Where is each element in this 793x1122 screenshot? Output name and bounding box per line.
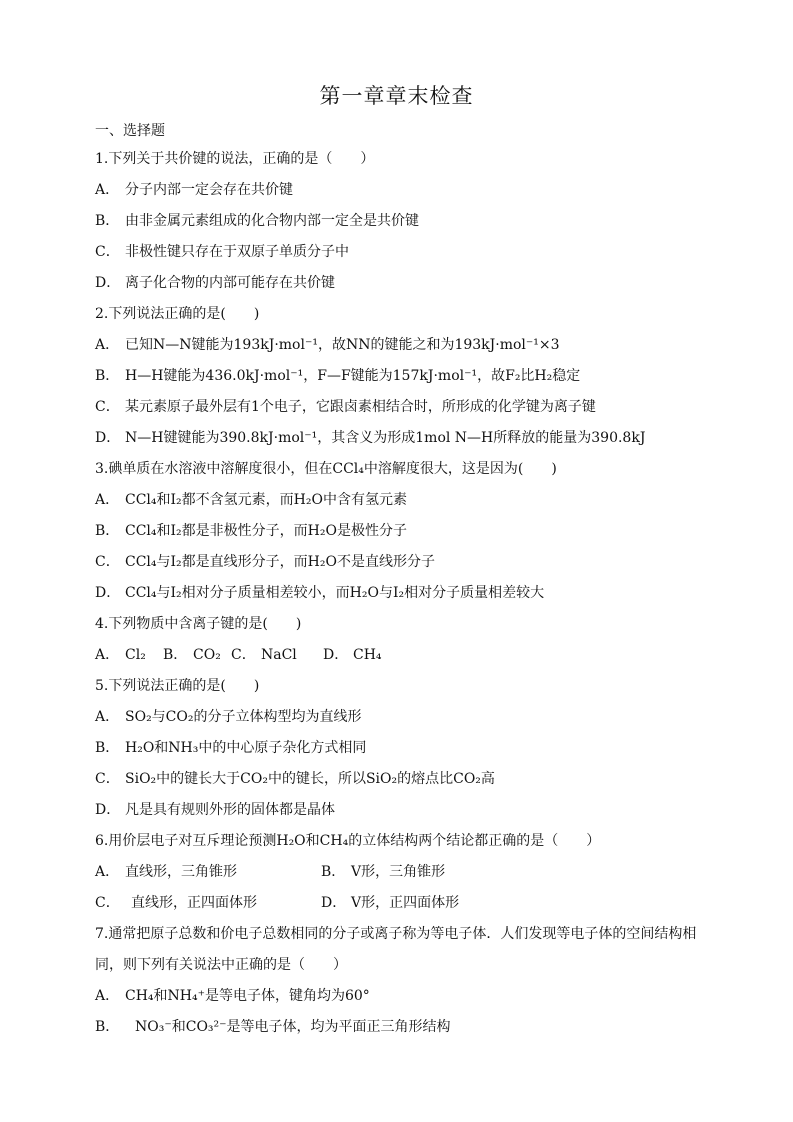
option-label: D． xyxy=(95,802,121,818)
question-2-option-c xyxy=(95,396,715,427)
option-label: B． xyxy=(95,213,120,229)
question-1-option-c xyxy=(95,241,715,272)
question-5-option-b xyxy=(95,737,715,768)
option-pair-c xyxy=(95,892,321,914)
option-text: H—H键能为436.0kJ·mol⁻¹，F—F键能为157kJ·mol⁻¹，故F₂比H₂稳定 xyxy=(125,368,581,384)
option-text: 直线形，三角锥形 xyxy=(125,864,237,880)
question-3-option-c xyxy=(95,551,715,582)
option-text-c: NaCl xyxy=(261,647,297,663)
option-text: 非极性键只存在于双原子单质分子中 xyxy=(125,244,349,260)
option-label-d: D． xyxy=(323,647,349,663)
question-2-option-b xyxy=(95,365,715,396)
question-list xyxy=(95,148,715,1047)
question-7-stem-line-1: 7.通常把原子总数和价电子总数相同的分子或离子称为等电子体．人们发现等电子体的空间结构相 xyxy=(95,926,697,942)
option-label: B． xyxy=(95,368,120,384)
option-label: D． xyxy=(321,895,347,911)
question-2-option-a xyxy=(95,334,715,365)
option-label: C． xyxy=(95,895,120,911)
question-3-option-b xyxy=(95,520,715,551)
question-3-option-d xyxy=(95,582,715,613)
option-pair-a xyxy=(95,861,321,883)
option-pair-d xyxy=(321,892,459,914)
question-6-stem: 6.用价层电子对互斥理论预测H₂O和CH₄的立体结构两个结论都正确的是（ ） xyxy=(95,833,601,849)
option-label: C． xyxy=(95,771,120,787)
question-7-option-b xyxy=(95,1016,715,1047)
option-text: 某元素原子最外层有1个电子，它跟卤素相结合时，所形成的化学键为离子键 xyxy=(125,399,596,415)
option-text: 分子内部一定会存在共价键 xyxy=(125,182,293,198)
option-label: C． xyxy=(95,554,120,570)
question-7-option-a xyxy=(95,985,715,1016)
question-4-stem: 4.下列物质中含离子键的是( ) xyxy=(95,616,302,632)
question-3-stem: 3.碘单质在水溶液中溶解度很小，但在CCl₄中溶解度很大，这是因为( ) xyxy=(95,461,557,477)
option-label: A． xyxy=(95,864,120,880)
section-heading: 一、选择题 xyxy=(95,123,165,139)
option-text: H₂O和NH₃中的中心原子杂化方式相同 xyxy=(125,740,367,756)
option-text: N—H键键能为390.8kJ·mol⁻¹，其含义为形成1mol N—H所释放的能量为390.8kJ xyxy=(125,430,646,446)
question-1-stem: 1.下列关于共价键的说法，正确的是（ ） xyxy=(95,151,375,167)
option-label-b: B． xyxy=(163,647,188,663)
option-text-b: CO₂ xyxy=(193,647,221,663)
option-label: A． xyxy=(95,182,120,198)
question-6-options-ab xyxy=(95,861,715,892)
question-7-stem-line-2: 同，则下列有关说法中正确的是（ ） xyxy=(95,957,347,973)
option-text: CCl₄和I₂都不含氢元素，而H₂O中含有氢元素 xyxy=(125,492,407,508)
option-label: B． xyxy=(95,1019,120,1035)
option-label: B． xyxy=(95,740,120,756)
option-text: 直线形，正四面体形 xyxy=(131,895,257,911)
option-text: CCl₄和I₂都是非极性分子，而H₂O是极性分子 xyxy=(125,523,407,539)
option-text: SiO₂中的键长大于CO₂中的键长，所以SiO₂的熔点比CO₂高 xyxy=(125,771,495,787)
option-label: D． xyxy=(95,585,121,601)
option-text: 由非金属元素组成的化合物内部一定全是共价键 xyxy=(125,213,419,229)
option-text: SO₂与CO₂的分子立体构型均为直线形 xyxy=(125,709,362,725)
option-text: 离子化合物的内部可能存在共价键 xyxy=(125,275,335,291)
option-text: NO₃⁻和CO₃²⁻是等电子体，均为平面正三角形结构 xyxy=(135,1019,451,1035)
option-label-a: A． xyxy=(95,647,120,663)
option-label-c: C． xyxy=(231,647,256,663)
question-5-option-c xyxy=(95,768,715,799)
question-5-option-a xyxy=(95,706,715,737)
question-1-option-a xyxy=(95,179,715,210)
option-label: C． xyxy=(95,244,120,260)
page-title: 第一章章末检查 xyxy=(319,84,474,108)
question-6-options-cd xyxy=(95,892,715,923)
option-label: B． xyxy=(321,864,346,880)
option-pair-b xyxy=(321,861,445,883)
question-5-option-d xyxy=(95,799,715,830)
option-label: D． xyxy=(95,275,121,291)
question-2-option-d xyxy=(95,427,715,458)
option-label: C． xyxy=(95,399,120,415)
option-label: D． xyxy=(95,430,121,446)
question-5-stem: 5.下列说法正确的是( ) xyxy=(95,678,260,694)
option-label: B． xyxy=(95,523,120,539)
option-label: A． xyxy=(95,709,120,725)
option-text: CCl₄与I₂相对分子质量相差较小，而H₂O与I₂相对分子质量相差较大 xyxy=(125,585,545,601)
question-1-option-b xyxy=(95,210,715,241)
option-text: V形，正四面体形 xyxy=(351,895,460,911)
option-text: CCl₄与I₂都是直线形分子，而H₂O不是直线形分子 xyxy=(125,554,435,570)
option-label: A． xyxy=(95,492,120,508)
option-text: 凡是具有规则外形的固体都是晶体 xyxy=(125,802,335,818)
option-label: A． xyxy=(95,337,120,353)
question-3-option-a xyxy=(95,489,715,520)
option-text: 已知N—N键能为193kJ·mol⁻¹，故NN的键能之和为193kJ·mol⁻¹×3 xyxy=(125,337,560,353)
question-2-stem: 2.下列说法正确的是( ) xyxy=(95,306,260,322)
option-text-d: CH₄ xyxy=(353,647,382,663)
option-text: CH₄和NH₄⁺是等电子体，键角均为60° xyxy=(125,988,370,1004)
option-text-a: Cl₂ xyxy=(125,647,146,663)
question-1-option-d xyxy=(95,272,715,303)
option-text: V形，三角锥形 xyxy=(351,864,446,880)
option-label: A． xyxy=(95,988,120,1004)
question-4-options xyxy=(95,644,715,675)
